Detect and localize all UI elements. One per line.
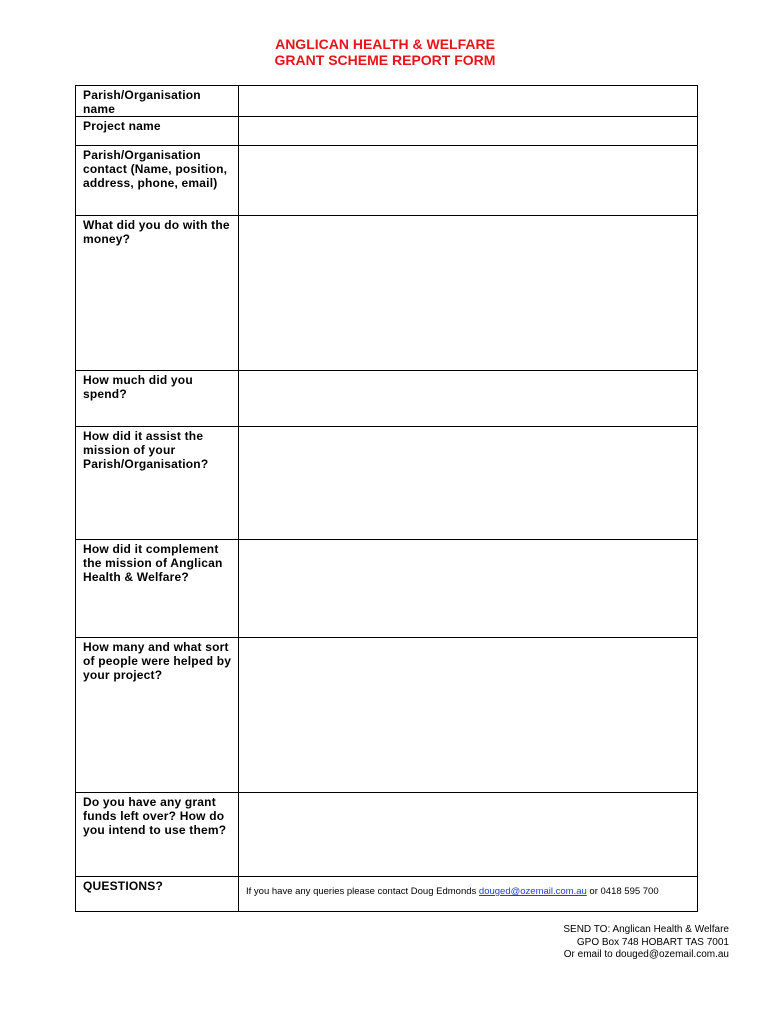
label-mission-complement: How did it complement the mission of Anglican Health & Welfare? [76,540,239,638]
field-mission-complement[interactable] [239,540,698,638]
form-row-project-name [76,117,698,146]
label-project-name: Project name [76,117,239,146]
form-row-people-helped [76,638,698,793]
questions-note [239,877,697,897]
label-mission-assist: How did it assist the mission of your Parish/Organisation? [76,427,239,540]
questions-note-cell [239,877,698,912]
form-row-money-use [76,216,698,371]
form-row-funds-left [76,793,698,877]
field-mission-assist[interactable] [239,427,698,540]
send-to-address [563,924,729,962]
questions-note-prefix: If you have any queries please contact Doug Edmonds [246,886,479,897]
label-people-helped: How many and what sort of people were helped by your project? [76,638,239,793]
label-questions: QUESTIONS? [76,877,239,912]
form-row-organisation-name [76,86,698,117]
label-money-use: What did you do with the money? [76,216,239,371]
send-to-line-2: GPO Box 748 HOBART TAS 7001 [576,936,729,948]
label-amount-spent: How much did you spend? [76,371,239,427]
field-funds-left[interactable] [239,793,698,877]
field-money-use[interactable] [239,216,698,371]
field-people-helped[interactable] [239,638,698,793]
form-row-contact [76,146,698,216]
label-funds-left: Do you have any grant funds left over? How do you intend to use them? [76,793,239,877]
field-project-name[interactable] [239,117,698,146]
form-row-amount-spent [76,371,698,427]
form-row-mission-complement [76,540,698,638]
field-organisation-name[interactable] [239,86,698,117]
questions-note-suffix: or 0418 595 700 [586,886,659,897]
send-to-line-1: SEND TO: Anglican Health & Welfare [563,924,729,935]
title-line-2: GRANT SCHEME REPORT FORM [274,52,496,68]
contact-email-link[interactable]: douged@ozemail.com.au [478,886,587,897]
form-title [0,36,770,68]
form-row-questions [76,877,698,912]
field-contact[interactable] [239,146,698,216]
label-organisation-name: Parish/Organisation name [76,86,239,117]
field-amount-spent[interactable] [239,371,698,427]
title-line-1: ANGLICAN HEALTH & WELFARE [275,36,495,52]
report-form-table [75,85,698,912]
form-row-mission-assist [76,427,698,540]
send-to-line-3: Or email to douged@ozemail.com.au [563,949,729,960]
label-contact: Parish/Organisation contact (Name, position, address, phone, email) [76,146,239,216]
